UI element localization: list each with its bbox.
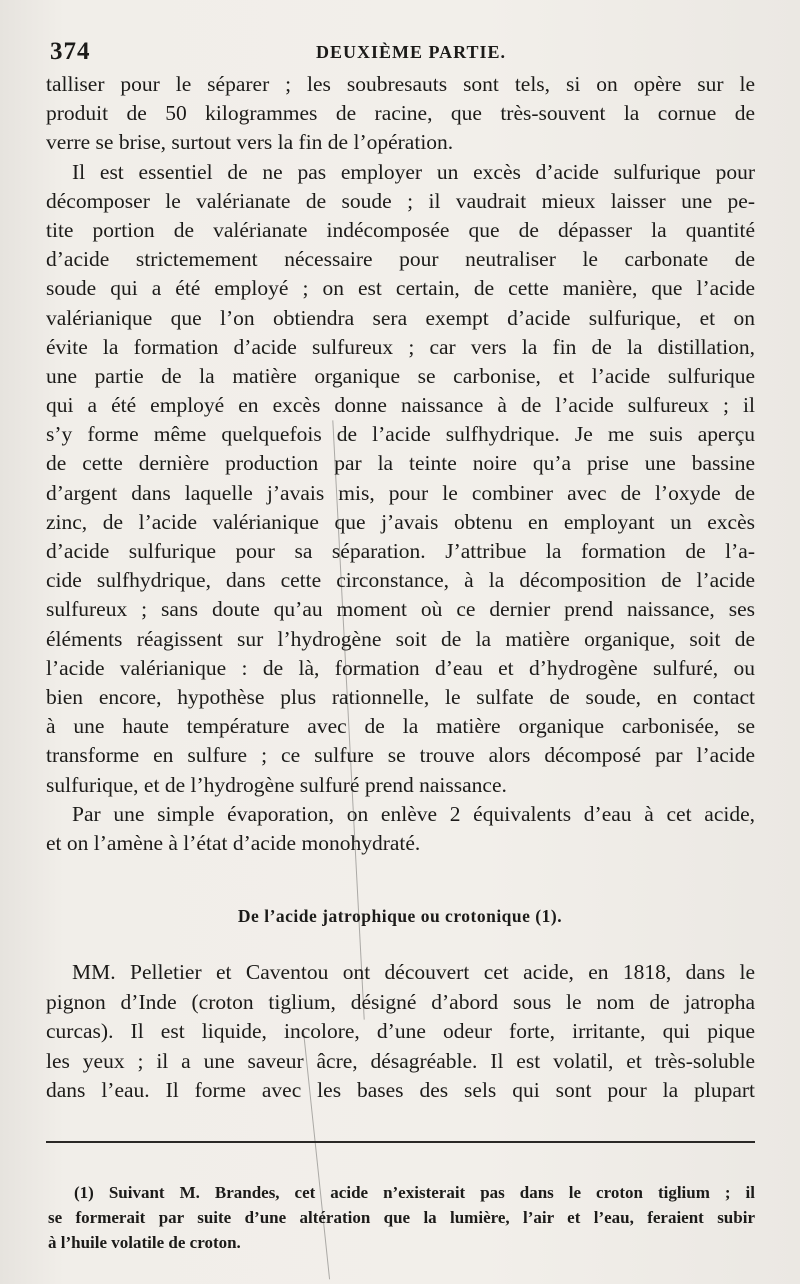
footnote-line: à l’huile volatile de croton.	[48, 1233, 241, 1252]
text-line: transforme en sulfure ; ce sulfure se trouve alors décomposé par l’acide	[46, 743, 755, 768]
section-heading: De l’acide jatrophique ou crotonique (1).	[237, 906, 563, 926]
text-line: d’acide sulfurique pour sa séparation. J’attribue la formation de l’a-	[46, 539, 755, 563]
text-line: une partie de la matière organique se carbonise, et l’acide sulfurique	[46, 363, 755, 388]
paragraph	[46, 158, 755, 800]
text-line: talliser pour le séparer ; les soubresauts sont tels, si on opère sur le	[46, 72, 755, 96]
text-line: sulfureux ; sans doute qu’au moment où ce dernier prend naissance, ses	[46, 597, 755, 622]
text-line: cide sulfhydrique, dans cette circonstance, à la décomposition de l’acide	[46, 568, 755, 593]
text-line: et on l’amène à l’état d’acide monohydraté.	[46, 830, 421, 855]
paragraph	[46, 800, 755, 858]
text-line: sulfurique, et de l’hydrogène sulfuré prend naissance.	[46, 772, 507, 797]
page-header	[0, 38, 800, 68]
second-text-block	[46, 958, 755, 1106]
text-line: valérianique que l’on obtiendra sera exempt d’acide sulfurique, et on	[46, 305, 755, 330]
text-line: bien encore, hypothèse plus rationnelle, le sulfate de soude, en contact	[46, 684, 755, 709]
paragraph	[46, 70, 755, 158]
footnote-line: se formerait par suite d’une altération que la lumière, l’air et l’eau, feraient subir	[48, 1208, 755, 1227]
footnote	[48, 1180, 755, 1255]
text-line: MM. Pelletier et Caventou ont découvert cet acide, en 1818, dans le	[72, 960, 755, 984]
text-line: s’y forme même quelquefois de l’acide sulfhydrique. Je me suis aperçu	[46, 422, 755, 447]
text-line: d’argent dans laquelle j’avais mis, pour le combiner avec de l’oxyde de	[46, 480, 755, 505]
text-line: d’acide strictemement nécessaire pour neutraliser le carbonate de	[46, 247, 755, 272]
paragraph	[46, 958, 755, 1106]
footnote-rule	[46, 1141, 755, 1143]
text-line: éléments réagissent sur l’hydrogène soit de la matière organique, soit de	[46, 626, 755, 651]
text-line: à une haute température avec de la matière organique carbonisée, se	[46, 714, 755, 739]
text-line: dans l’eau. Il forme avec les bases des sels qui sont pour la plupart	[46, 1078, 755, 1102]
footnote-line: (1) Suivant M. Brandes, cet acide n’existerait pas dans le croton tiglium ; il	[74, 1183, 755, 1202]
page-number: 374	[50, 38, 91, 65]
text-line: curcas). Il est liquide, incolore, d’une odeur forte, irritante, qui pique	[46, 1019, 755, 1043]
text-line: verre se brise, surtout vers la fin de l’opération.	[46, 130, 454, 155]
text-line: pignon d’Inde (croton tiglium, désigné d’abord sous le nom de jatropha	[46, 989, 755, 1014]
text-line: qui a été employé en excès donne naissance à de l’acide sulfureux ; il	[46, 393, 755, 418]
text-line: de cette dernière production par la teinte noire qu’a prise une bassine	[46, 451, 755, 476]
main-text-block	[46, 70, 755, 858]
text-line: les yeux ; il a une saveur âcre, désagréable. Il est volatil, et très-soluble	[46, 1048, 755, 1073]
text-line: Par une simple évaporation, on enlève 2 équivalents d’eau à cet acide,	[72, 801, 755, 826]
text-line: produit de 50 kilogrammes de racine, que très-souvent la cornue de	[46, 101, 755, 126]
text-line: évite la formation d’acide sulfureux ; car vers la fin de la distillation,	[46, 334, 755, 359]
text-line: tite portion de valérianate indécomposée que de dépasser la quantité	[46, 217, 755, 242]
text-line: soude qui a été employé ; on est certain, de cette manière, que l’acide	[46, 276, 755, 301]
running-head: DEUXIÈME PARTIE.	[316, 42, 507, 62]
text-line: décomposer le valérianate de soude ; il vaudrait mieux laisser une pe-	[46, 188, 755, 213]
text-line: l’acide valérianique : de là, formation d’eau et d’hydrogène sulfuré, ou	[46, 655, 755, 680]
text-line: zinc, de l’acide valérianique que j’avais obtenu en employant un excès	[46, 509, 755, 534]
text-line: Il est essentiel de ne pas employer un excès d’acide sulfurique pour	[72, 159, 755, 184]
